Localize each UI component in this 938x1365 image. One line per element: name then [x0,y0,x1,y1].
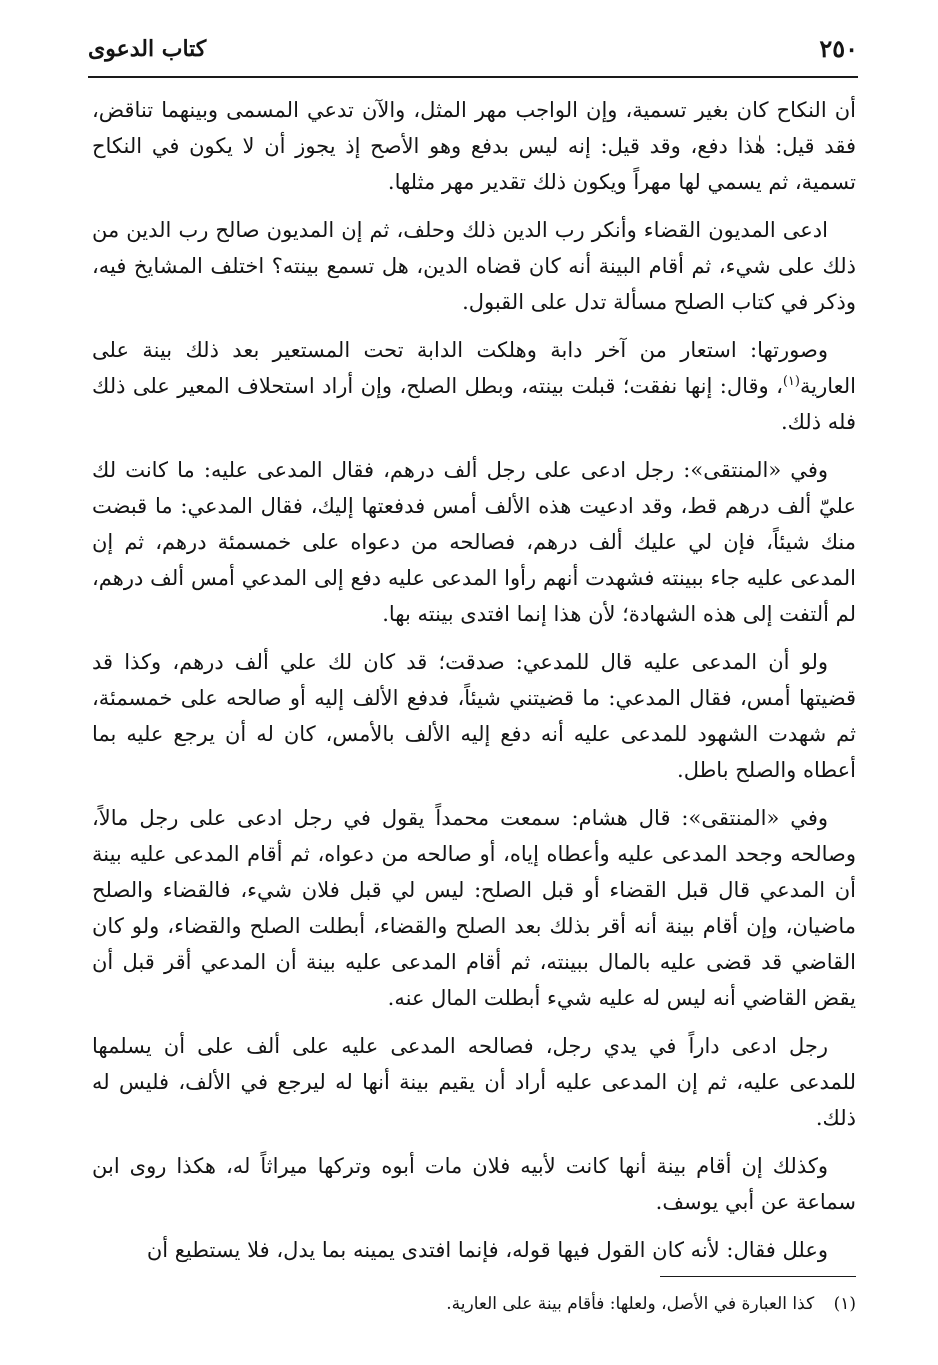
header-divider [88,76,858,78]
running-header [88,32,858,72]
footnote-text: كذا العبارة في الأصل، ولعلها: فأقام بينة على العارية. [446,1294,815,1314]
footnote-divider [660,1276,856,1277]
page-number: ٢٥٠ [819,34,858,63]
footnote-reference: (١) [782,374,800,389]
paragraph: ادعى المديون القضاء وأنكر رب الدين ذلك وحلف، ثم إن المديون صالح رب الدين من ذلك على شيء، ثم أقام البينة أنه كان قضاه الدين، هل تسمع بينته؟ اختلف المشايخ فيه، وذكر في كتاب الصلح مسألة تدل على القبول. [92,218,856,314]
paragraph-text: وصورتها: استعار من آخر دابة وهلكت الدابة تحت المستعير بعد ذلك بينة على العارية [92,338,856,398]
paragraph: وكذلك إن أقام بينة أنها كانت لأبيه فلان مات أبوه وتركها ميراثاً له، هكذا روى ابن سماعة عن أبي يوسف. [92,1154,856,1214]
chapter-title: كتاب الدعوى [88,36,207,62]
paragraph: وفي «المنتقى»: رجل ادعى على رجل ألف درهم، فقال المدعى عليه: ما كانت لك عليّ ألف درهم قط، وقد ادعيت هذه الألف أمس فدفعتها إليك، فقال المدعي: ما قبضت منك شيئاً، فإن لي عليك ألف درهم، فصالحه من دعواه على خمسمئة درهم، ثم إن المدعى عليه جاء ببينته فشهدت أنهم رأوا المدعى عليه دفع إلى المدعي أمس ألف درهم، لم ألتفت إلى هذه الشهادة؛ لأن هذا إنما افتدى بينته بها. [92,458,856,626]
footnote-number: (١) [833,1294,856,1314]
main-text [92,92,856,1280]
paragraph: أن النكاح كان بغير تسمية، وإن الواجب مهر المثل، والآن تدعي المسمى وبينهما تناقض، فقد قيل: هٰذا دفع، وقد قيل: إنه ليس بدفع وهو الأصح إذ يجوز أن لا يكون في النكاح تسمية، ثم يسمي لها مهراً ويكون ذلك تقدير مهر مثلها. [92,98,856,194]
paragraph-text: ، وقال: إنها نفقت؛ قبلت بينته، وبطل الصلح، وإن أراد استحلاف المعير على ذلك فله ذلك. [92,374,856,434]
paragraph: رجل ادعى داراً في يدي رجل، فصالحه المدعى عليه على ألف على أن يسلمها للمدعى عليه، ثم إن المدعى عليه أراد أن يقيم بينة أنها له ليرجع في الألف، فليس له ذلك. [92,1034,856,1130]
paragraph: وفي «المنتقى»: قال هشام: سمعت محمداً يقول في رجل ادعى على رجل مالاً، وصالحه وجحد المدعى عليه وأعطاه إياه، أو صالحه من دعواه، ثم أقام المدعى عليه بينة أن المدعي قال قبل القضاء أو قبل الصلح: ليس لي قبل فلان شيء، فالقضاء والصلح ماضيان، وإن أقام بينة أنه أقر بذلك بعد الصلح والقضاء، أبطلت الصلح والقضاء، ولو كان القاضي قد قضى عليه بالمال ببينته، ثم أقام المدعى عليه بينة أن المدعي أقر قبل أن يقض القاضي أنه ليس له عليه شيء أبطلت المال عنه. [92,806,856,1010]
footnote [92,1290,856,1318]
paragraph: ولو أن المدعى عليه قال للمدعي: صدقت؛ قد كان لك علي ألف درهم، وكذا قد قضيتها أمس، فقال المدعي: ما قضيتني شيئاً، فدفع الألف إليه أو صالحه على خمسمئة، ثم شهدت الشهود للمدعى عليه أنه دفع إليه الألف بالأمس، كان له أن يرجع عليه بما أعطاه والصلح باطل. [92,650,856,782]
paragraph [92,332,856,440]
paragraph: وعلل فقال: لأنه كان القول فيها قوله، فإنما افتدى يمينه بما يدل، فلا يستطيع أن [146,1238,828,1262]
